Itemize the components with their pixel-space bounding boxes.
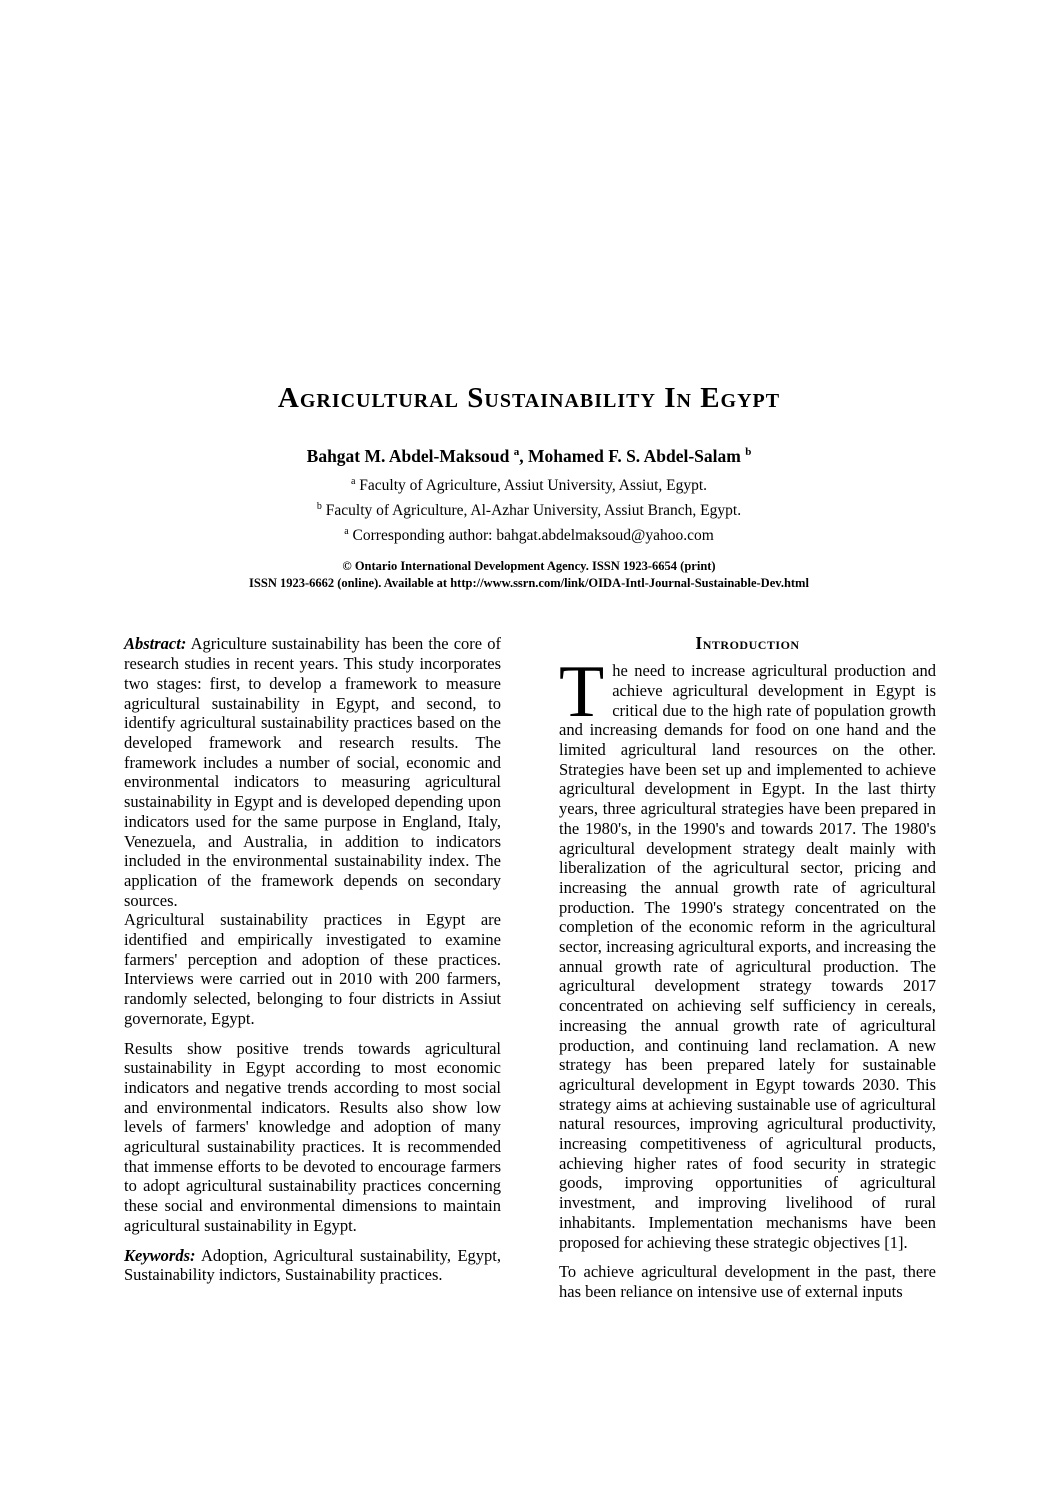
results-paragraph: Results show positive trends towards agricultural sustainability in Egypt according to most economic indicators and negative trends according to most social and environmental indicators. Results also show low levels of farmers' knowledge and adoption of many agricultural sustainability practices. It is recommended that immense efforts to be devoted to encourage farmers to adopt agricultural sustainability practices concerning these social and environmental dimensions to maintain agricultural sustainability in Egypt.	[124, 1038, 501, 1235]
keywords-text: Adoption, Agricultural sustainability, Egypt, Sustainability indictors, Sustainability practices.	[124, 1245, 501, 1285]
copyright-block	[0, 558, 1058, 592]
corresponding-author-superscript: a	[344, 526, 349, 538]
author-name-2: Mohamed F. S. Abdel-Salam	[528, 446, 746, 466]
author-superscript-2: b	[745, 446, 752, 459]
two-column-body	[0, 634, 1058, 1301]
abstract-column	[124, 634, 501, 1301]
introduction-paragraph-2: To achieve agricultural development in the past, there has been reliance on intensive use of external inputs	[559, 1262, 936, 1301]
paper-header	[0, 0, 1058, 592]
affiliation-text-b: Faculty of Agriculture, Al-Azhar University, Assiut Branch, Egypt.	[325, 502, 742, 520]
introduction-paragraph-1	[559, 651, 936, 1252]
abstract-paragraph-2: Agricultural sustainability practices in Egypt are identified and empirically investigated to examine farmers' perception and adoption of these practices. Interviews were carried out in 2010 with 200 farmers, randomly selected, belonging to four districts in Assiut governorate, Egypt.	[124, 910, 501, 1028]
affiliation-superscript-a: a	[350, 476, 356, 487]
copyright-line-1: © Ontario International Development Agency. ISSN 1923-6654 (print)	[342, 559, 716, 574]
keywords-label: Keywords:	[124, 1245, 196, 1265]
corresponding-author-line	[0, 521, 1058, 546]
abstract-paragraph-1	[124, 634, 501, 910]
affiliation-line-a	[0, 471, 1058, 496]
abstract-label: Abstract:	[124, 634, 187, 654]
keywords-paragraph	[124, 1246, 501, 1285]
introduction-column	[559, 634, 936, 1301]
page-title: Agricultural Sustainability In Egypt	[277, 382, 781, 414]
introduction-paragraph-1-text: he need to increase agricultural production and achieve agricultural development in Egypt is critical due to the high rate of population growth and increasing demands for food on one hand and the limited agricultural land resources on the other. Strategies have been set up and implemented to achieve agricultural development in Egypt. In the last thirty years, three agricultural strategies have been prepared in the 1980's, in the 1990's and towards 2017. The 1980's agricultural development strategy dealt mainly with liberalization of the agricultural sector, pricing and increasing the annual growth rate of agricultural production. The 1990's strategy concentrated on the completion of the economic reform in the agricultural sector, increasing agricultural exports, and increasing the annual growth rate of agricultural production. The agricultural development strategy towards 2017 concentrated on achieving self sufficiency in cereals, increasing the annual growth rate of agricultural production, and continuing land reclamation. A new strategy has been prepared lately for sustainable agricultural development in Egypt towards 2030. This strategy aims at achieving sustainable use of agricultural natural resources, improving agricultural productivity, increasing competitiveness of agricultural products, achieving higher rates of food security in strategic goods, improving opportunities of agricultural investment, and improving livelihood of rural inhabitants. Implementation mechanisms have been proposed for achieving these strategic objectives [1].	[559, 661, 936, 1252]
abstract-paragraph-1-text: Agriculture sustainability has been the core of research studies in recent years. This study incorporates two stages: first, to develop a framework to measure agricultural sustainability in Egypt, and second, to identify agricultural sustainability practices based on the developed framework and research results. The framework includes a number of social, economic and environmental indicators to measuring agricultural sustainability in Egypt and is developed depending upon indicators used for the same purpose in England, Italy, Venezuela, and Australia, in addition to indicators included in the environmental sustainability index. The application of the framework depends on secondary sources.	[124, 634, 501, 910]
affiliation-line-b	[0, 496, 1058, 521]
corresponding-author-text: Corresponding author: bahgat.abdelmaksoud@yahoo.com	[352, 527, 714, 545]
affiliation-text-a: Faculty of Agriculture, Assiut University, Assiut, Egypt.	[359, 477, 708, 495]
author-separator: ,	[519, 446, 529, 466]
drop-cap: T	[559, 651, 605, 734]
copyright-line-2: ISSN 1923-6662 (online). Available at http://www.ssrn.com/link/OIDA-Intl-Journal-Sustainable-Dev.html	[249, 576, 809, 591]
introduction-heading: Introduction	[695, 633, 800, 654]
affiliations-block	[0, 471, 1058, 546]
author-superscript-1: a	[513, 446, 520, 459]
author-name-1: Bahgat M. Abdel-Maksoud	[306, 446, 514, 466]
authors-line	[0, 446, 1058, 467]
affiliation-superscript-b: b	[316, 501, 322, 513]
